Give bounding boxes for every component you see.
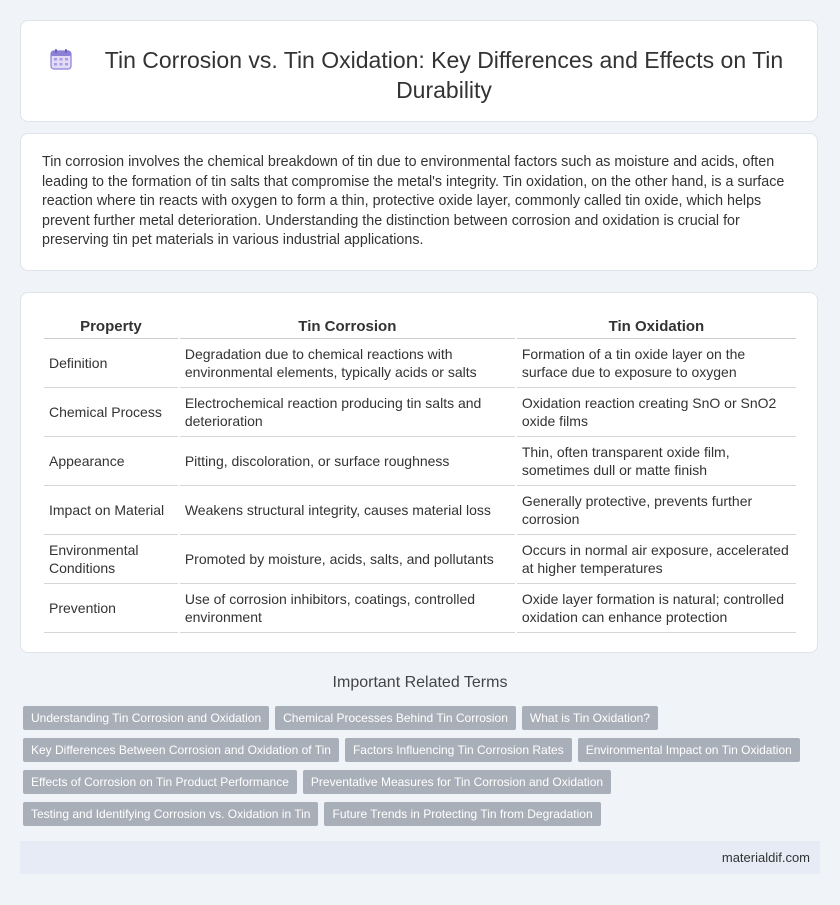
cell-corrosion: Promoted by moisture, acids, salts, and pollutants <box>180 535 515 584</box>
cell-corrosion: Pitting, discoloration, or surface roughness <box>180 437 515 486</box>
related-term-tag[interactable]: Understanding Tin Corrosion and Oxidation <box>23 706 269 730</box>
header-tin-oxidation: Tin Oxidation <box>517 315 796 339</box>
related-terms-heading: Important Related Terms <box>332 674 508 691</box>
table-header-row <box>44 315 796 339</box>
page-title: Tin Corrosion vs. Tin Oxidation: Key Differences and Effects on Tin Durability <box>104 47 784 103</box>
table-row <box>44 437 796 486</box>
header-tin-corrosion: Tin Corrosion <box>180 315 515 339</box>
related-terms-list <box>23 706 823 834</box>
related-term-tag[interactable]: Effects of Corrosion on Tin Product Performance <box>23 770 297 794</box>
related-term-tag[interactable]: Testing and Identifying Corrosion vs. Oxidation in Tin <box>23 802 318 826</box>
comparison-table-card <box>20 292 818 653</box>
header-property: Property <box>44 315 178 339</box>
cell-property: Prevention <box>44 584 178 633</box>
related-term-tag[interactable]: Future Trends in Protecting Tin from Degradation <box>324 802 600 826</box>
table-row <box>44 486 796 535</box>
cell-oxidation: Formation of a tin oxide layer on the surface due to exposure to oxygen <box>517 339 796 388</box>
related-term-tag[interactable]: Chemical Processes Behind Tin Corrosion <box>275 706 516 730</box>
cell-property: Impact on Material <box>44 486 178 535</box>
cell-corrosion: Degradation due to chemical reactions with environmental elements, typically acids or salts <box>180 339 515 388</box>
calendar-icon <box>49 47 73 71</box>
cell-corrosion: Electrochemical reaction producing tin salts and deterioration <box>180 388 515 437</box>
related-term-tag[interactable]: Environmental Impact on Tin Oxidation <box>578 738 800 762</box>
intro-paragraph: Tin corrosion involves the chemical breakdown of tin due to environmental factors such as moisture and acids, often leading to the formation of tin salts that compromise the metal's integrity. Tin oxidation, on the other hand, is a surface reaction where tin reacts with oxygen to form a thin, protective oxide layer, commonly called tin oxide, which helps prevent further metal deterioration. Understanding the distinction between corrosion and oxidation is crucial for preserving tin pet materials in various industrial applications. <box>42 154 785 248</box>
cell-oxidation: Thin, often transparent oxide film, sometimes dull or matte finish <box>517 437 796 486</box>
title-card <box>20 20 818 122</box>
cell-corrosion: Use of corrosion inhibitors, coatings, controlled environment <box>180 584 515 633</box>
cell-oxidation: Generally protective, prevents further corrosion <box>517 486 796 535</box>
related-term-tag[interactable]: Preventative Measures for Tin Corrosion and Oxidation <box>303 770 611 794</box>
intro-card <box>20 133 818 271</box>
cell-property: Definition <box>44 339 178 388</box>
comparison-table <box>42 315 798 633</box>
cell-oxidation: Oxide layer formation is natural; controlled oxidation can enhance protection <box>517 584 796 633</box>
table-row <box>44 535 796 584</box>
footer-site-link[interactable]: materialdif.com <box>721 850 810 865</box>
cell-property: Appearance <box>44 437 178 486</box>
table-row <box>44 584 796 633</box>
cell-property: Chemical Process <box>44 388 178 437</box>
table-row <box>44 388 796 437</box>
related-term-tag[interactable]: What is Tin Oxidation? <box>522 706 658 730</box>
cell-oxidation: Occurs in normal air exposure, accelerated at higher temperatures <box>517 535 796 584</box>
cell-property: Environmental Conditions <box>44 535 178 584</box>
related-term-tag[interactable]: Key Differences Between Corrosion and Oxidation of Tin <box>23 738 339 762</box>
table-row <box>44 339 796 388</box>
related-term-tag[interactable]: Factors Influencing Tin Corrosion Rates <box>345 738 572 762</box>
cell-corrosion: Weakens structural integrity, causes material loss <box>180 486 515 535</box>
footer <box>20 841 820 874</box>
cell-oxidation: Oxidation reaction creating SnO or SnO2 oxide films <box>517 388 796 437</box>
